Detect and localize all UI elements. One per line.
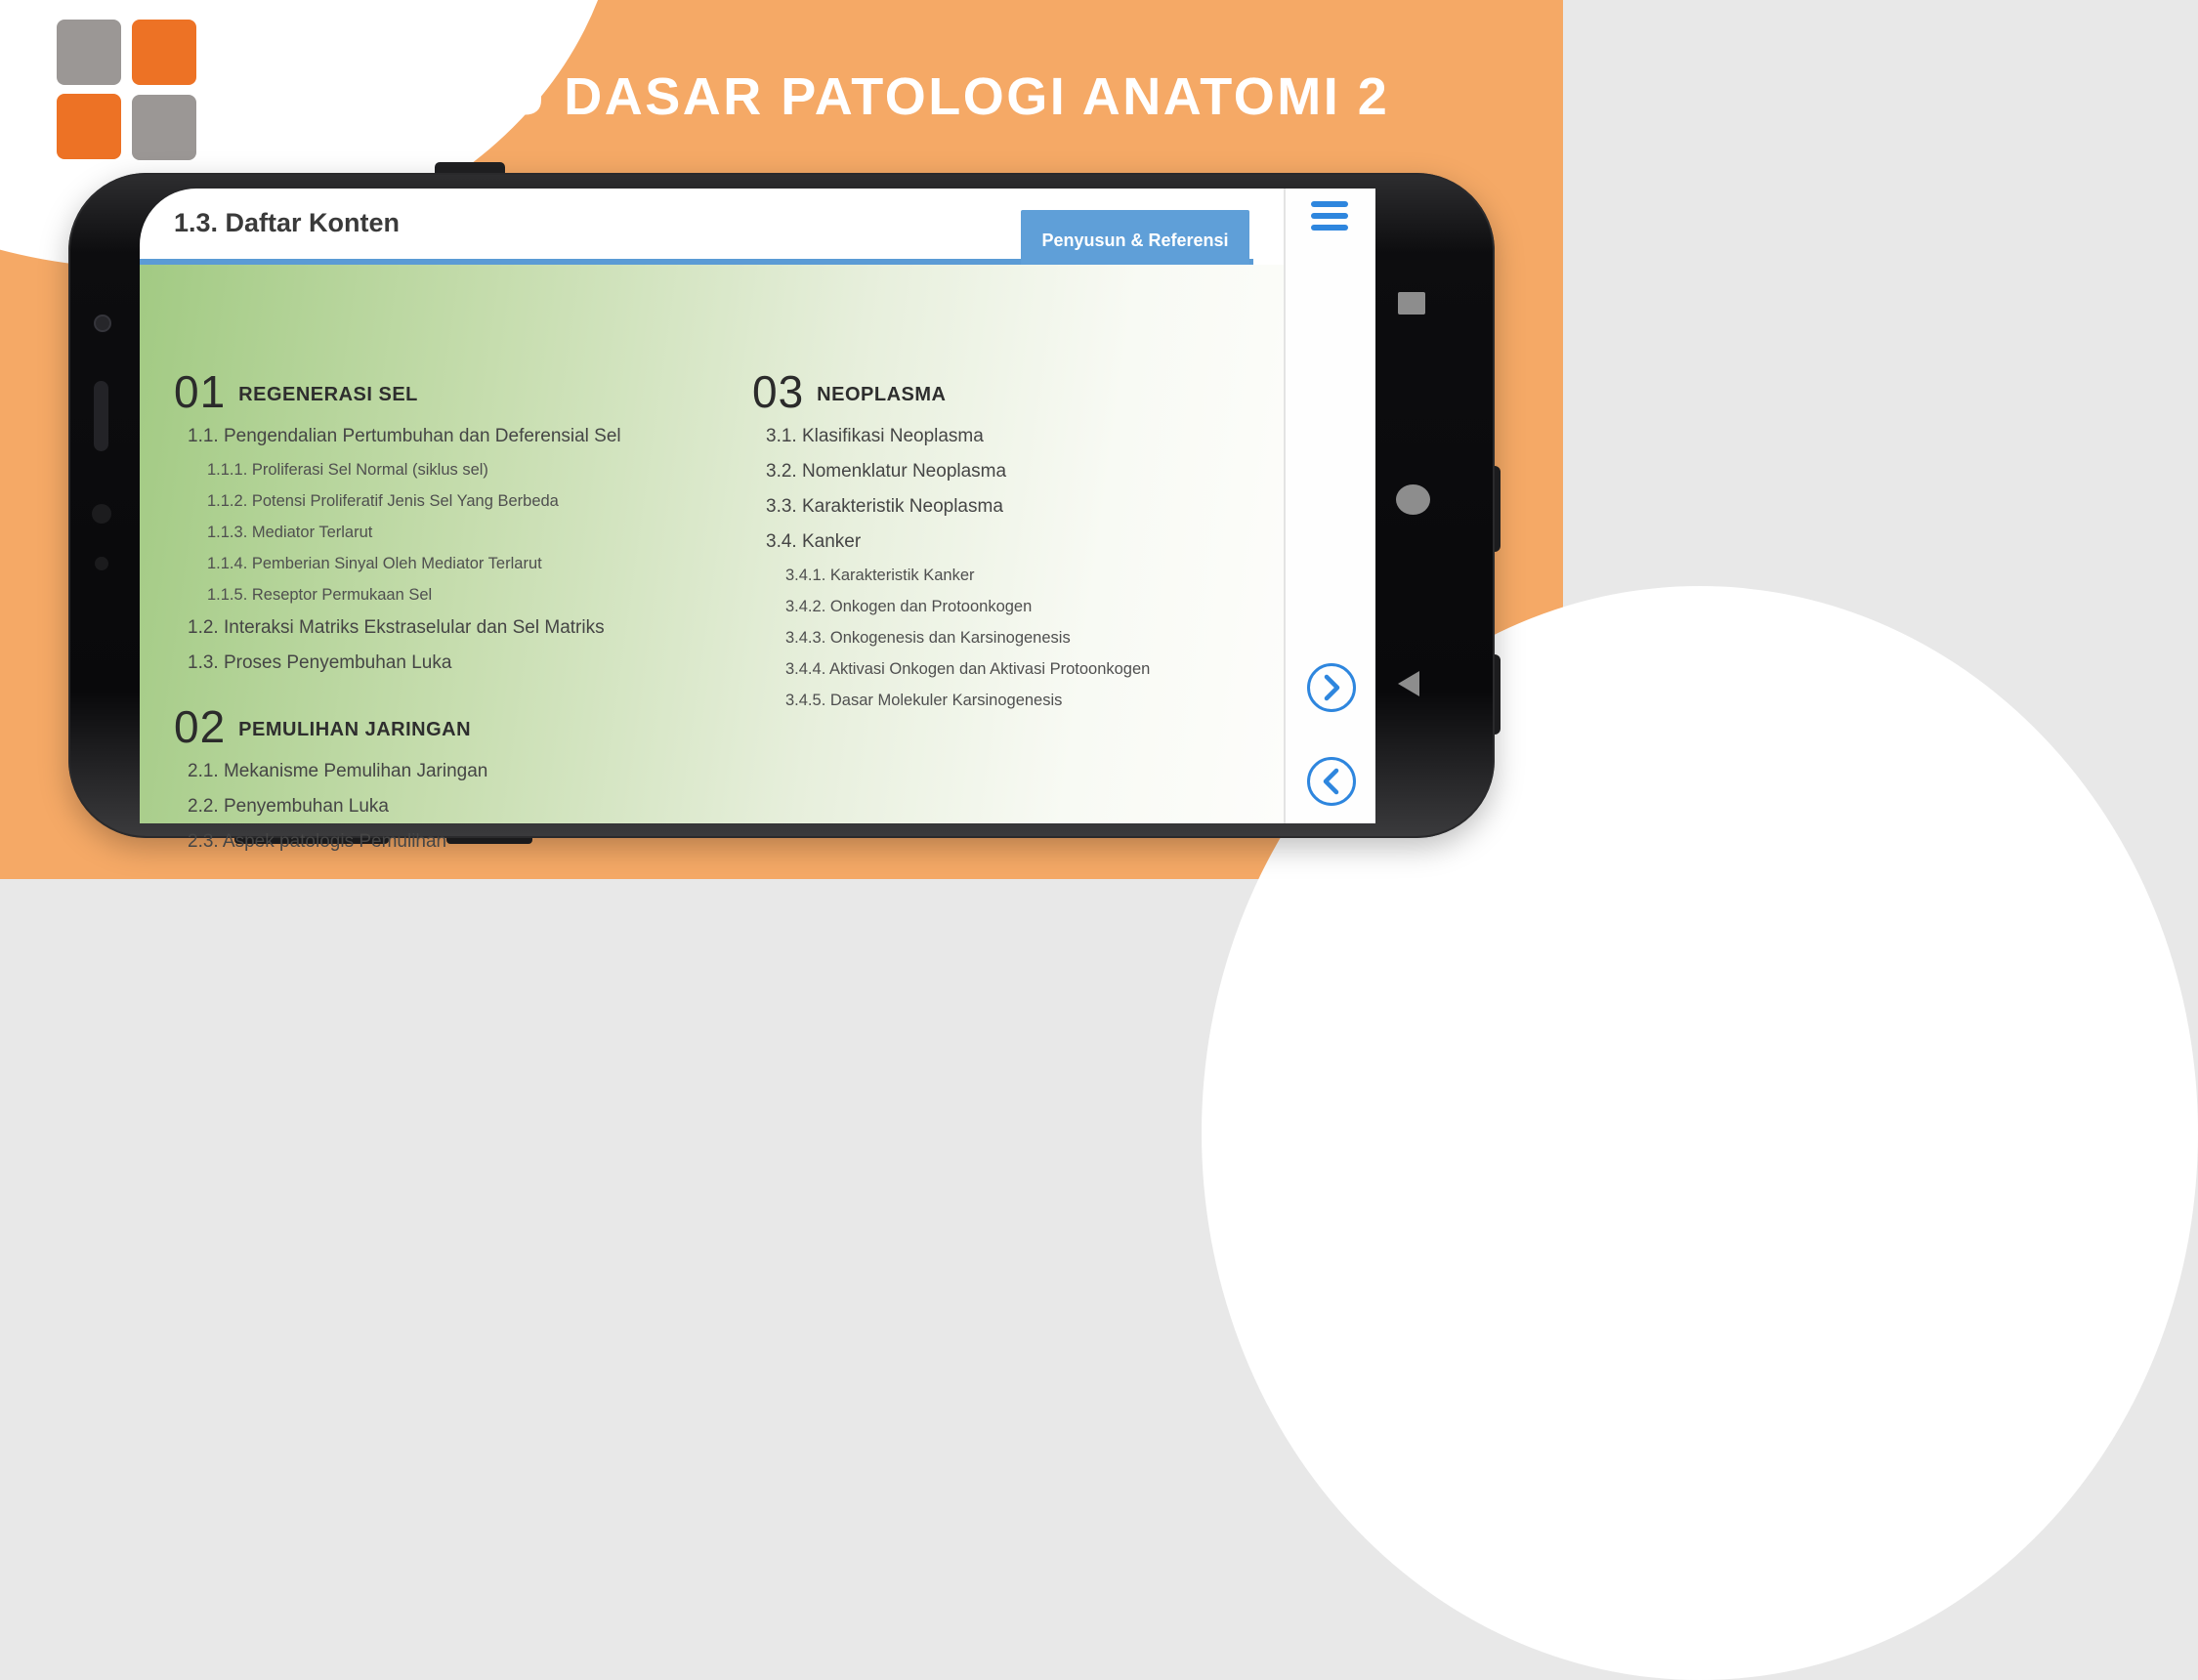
app-screen (140, 189, 1375, 852)
phone-speaker (94, 381, 108, 451)
section-heading (752, 366, 1270, 417)
section-number: 01 (174, 366, 227, 417)
toc-item[interactable]: 1.1.5. Reseptor Permukaan Sel (207, 586, 433, 604)
toc-item[interactable]: 3.3. Karakteristik Neoplasma (766, 496, 1003, 517)
toc-section-01 (174, 366, 736, 674)
menu-bar (1311, 225, 1348, 231)
phone-camera (94, 315, 111, 332)
menu-bar (1311, 201, 1348, 207)
right-sidebar (1284, 189, 1375, 823)
toc-panel (140, 265, 1284, 852)
toc-item[interactable]: 3.2. Nomenklatur Neoplasma (766, 461, 1007, 482)
menu-icon[interactable] (1311, 201, 1348, 236)
toc-item[interactable]: 2.1. Mekanisme Pemulihan Jaringan (188, 761, 488, 781)
toc-item[interactable]: 3.4.3. Onkogenesis dan Karsinogenesis (785, 629, 1071, 647)
prev-icon (1310, 760, 1353, 803)
toc-item[interactable]: 1.1.4. Pemberian Sinyal Oleh Mediator Terlarut (207, 555, 542, 572)
toc-item[interactable]: 1.1.3. Mediator Terlarut (207, 524, 373, 541)
toc-item[interactable]: 3.1. Klasifikasi Neoplasma (766, 426, 984, 446)
menu-bar (1311, 213, 1348, 219)
toc-section-03 (752, 366, 1270, 710)
logo-square-top-left (57, 20, 121, 85)
section-heading (174, 366, 736, 417)
toc-item[interactable]: 1.2. Interaksi Matriks Ekstraselular dan Sel Matriks (188, 617, 605, 638)
reference-button[interactable]: Penyusun & Referensi (1021, 210, 1249, 271)
section-items (174, 426, 736, 674)
section-heading (174, 701, 736, 752)
back-icon[interactable] (1398, 671, 1419, 696)
toc-item[interactable]: 3.4. Kanker (766, 531, 862, 552)
section-title: REGENERASI SEL (238, 384, 418, 405)
toc-column-left (174, 366, 736, 866)
section-number: 03 (752, 366, 805, 417)
toc-item[interactable]: 3.4.5. Dasar Molekuler Karsinogenesis (785, 692, 1063, 709)
phone-sensor-small (95, 557, 108, 570)
logo-square-bottom-right (132, 95, 196, 160)
recents-icon[interactable] (1398, 292, 1425, 315)
section-items (174, 761, 736, 853)
toc-item[interactable]: 3.4.1. Karakteristik Kanker (785, 567, 975, 584)
toc-item[interactable]: 2.3. Aspek patologis Pemulihan (188, 831, 447, 852)
app-logo (57, 20, 196, 159)
page-title: 1.3. Daftar Konten (174, 208, 401, 237)
section-number: 02 (174, 701, 227, 752)
toc-item[interactable]: 3.4.4. Aktivasi Onkogen dan Aktivasi Protoonkogen (785, 660, 1151, 678)
toc-item[interactable]: 1.1.2. Potensi Proliferatif Jenis Sel Yang Berbeda (207, 492, 559, 510)
section-items (752, 426, 1270, 710)
prev-page-button[interactable] (1307, 757, 1356, 806)
section-title: PEMULIHAN JARINGAN (238, 719, 472, 740)
logo-square-top-right (132, 20, 196, 85)
home-icon[interactable] (1396, 484, 1430, 515)
promo-background (0, 0, 1563, 879)
toc-item[interactable]: 1.3. Proses Penyembuhan Luka (188, 652, 452, 673)
next-icon (1310, 666, 1353, 709)
toc-section-02 (174, 701, 736, 853)
toc-item[interactable]: 2.2. Penyembuhan Luka (188, 796, 389, 817)
toc-item[interactable]: 3.4.2. Onkogen dan Protoonkogen (785, 598, 1033, 615)
banner-title: ILMU DASAR PATOLOGI ANATOMI 2 (407, 67, 1390, 126)
toc-item[interactable]: 1.1.1. Proliferasi Sel Normal (siklus sel) (207, 461, 488, 479)
toc-item[interactable]: 1.1. Pengendalian Pertumbuhan dan Deferensial Sel (188, 426, 621, 446)
phone-sensor (92, 504, 111, 524)
logo-square-bottom-left (57, 94, 121, 159)
toc-column-right (752, 366, 1270, 723)
next-page-button[interactable] (1307, 663, 1356, 712)
section-title: NEOPLASMA (817, 384, 947, 405)
